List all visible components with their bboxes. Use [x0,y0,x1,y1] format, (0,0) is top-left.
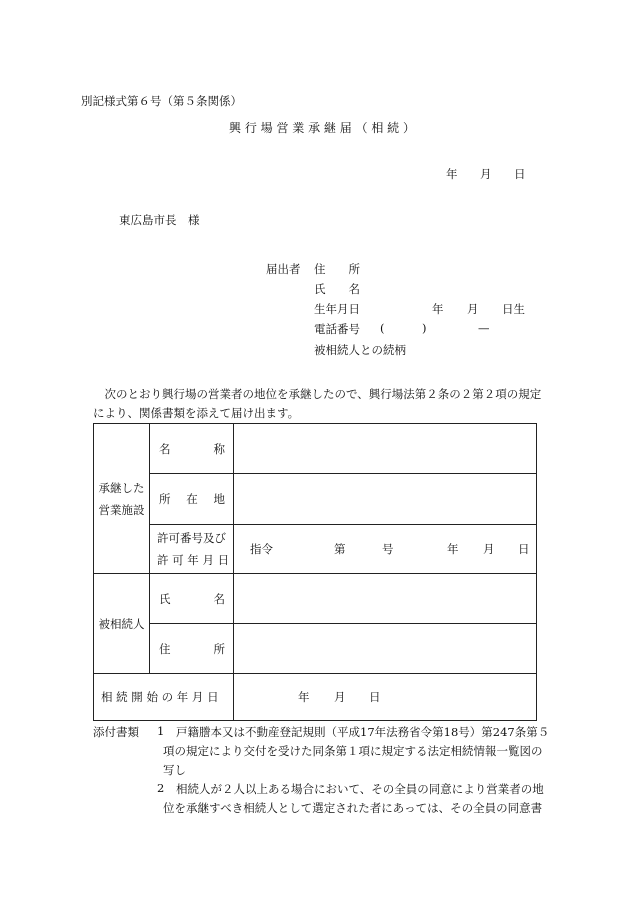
date-month-label: 月 [480,167,492,181]
decedent-address-c2: 所 [213,641,225,656]
facility-name-field[interactable] [234,424,537,474]
decedent-label: 被相続人 [94,574,150,674]
permit-label-line2: 許 可 年 月 日 [157,553,230,567]
birth-day-label: 日生 [502,302,525,316]
facility-location-label [150,474,234,525]
decedent-address-label [150,624,234,674]
facility-location-c1: 所 [159,492,171,506]
permit-number-label: 第 [334,542,346,556]
applicant-birth-label: 生年月日 [314,302,360,316]
phone-dash: — [478,321,490,335]
phone-paren-open: ( [380,321,385,335]
attachment-2-line1: 相続人が２人以上ある場合において、その全員の同意により営業者の地 [176,782,544,796]
succession-table [93,423,537,721]
permit-day-label: 日 [518,542,530,556]
birth-month-label: 月 [467,302,479,316]
start-date-field[interactable] [234,674,537,721]
decedent-address-c1: 住 [159,641,171,656]
attachments-label: 添付書類 [93,725,139,739]
decedent-name-label [150,574,234,624]
applicant-name-label: 氏 名 [314,282,360,296]
decedent-name-c2: 名 [213,591,225,606]
facility-location-field[interactable] [234,474,537,525]
attachment-1-number: 1 [157,724,165,738]
facility-location-c2: 在 [186,492,198,506]
form-number: 別記様式第６号（第５条関係） [81,94,242,108]
start-month-label: 月 [334,690,346,704]
decedent-name-c1: 氏 [159,591,171,606]
start-day-label: 日 [369,690,381,704]
permit-go-label: 号 [382,542,394,556]
attachment-2-line2: 位を承継すべき相続人として選定された者にあっては、その全員の同意書 [163,801,543,815]
permit-label [150,525,234,574]
permit-year-label: 年 [447,542,459,556]
applicant-relation-label: 被相続人との続柄 [314,343,406,357]
start-year-label: 年 [298,690,310,704]
facility-location-c3: 地 [213,492,225,506]
addressee: 東広島市長 様 [119,213,200,227]
decedent-address-field[interactable] [234,624,537,674]
facility-name-label-c2: 称 [213,441,225,456]
date-year-label: 年 [446,167,458,181]
attachment-2-number: 2 [157,781,165,795]
attachment-1-line2: 項の規定により交付を受けた同条第１項に規定する法定相続情報一覧図の [163,744,543,758]
attachment-1-line1: 戸籍謄本又は不動産登記規則（平成17年法務省令第18号）第247条第５ [176,725,550,739]
phone-paren-close: ) [422,321,427,335]
permit-label-line1: 許可番号及び [157,531,226,545]
page-title: 興 行 場 営 業 承 継 届 （ 相 続 ） [229,121,415,135]
attachment-1-line3: 写し [163,763,186,777]
decedent-name-field[interactable] [234,574,537,624]
facility-group-line2: 営業施設 [98,502,145,517]
facility-group-line1: 承継した [98,480,145,495]
facility-name-label [150,424,234,474]
permit-month-label: 月 [483,542,495,556]
start-date-label [94,674,234,721]
date-day-label: 日 [514,167,526,181]
applicant-address-label: 住 所 [314,262,360,276]
applicant-phone-label: 電話番号 [314,322,360,336]
birth-year-label: 年 [432,302,444,316]
start-date-label-text: 相 続 開 始 の 年 月 日 [101,690,219,704]
permit-order-label: 指令 [250,542,273,556]
permit-field[interactable] [234,525,537,574]
facility-name-label-c1: 名 [159,441,171,456]
body-text-line2: により、関係書類を添えて届け出ます。 [93,406,300,420]
body-text-line1: 次のとおり興行場の営業者の地位を承継したので、興行場法第２条の２第２項の規定 [93,387,542,401]
facility-group-label [94,424,150,574]
applicant-label: 届出者 [266,262,301,276]
